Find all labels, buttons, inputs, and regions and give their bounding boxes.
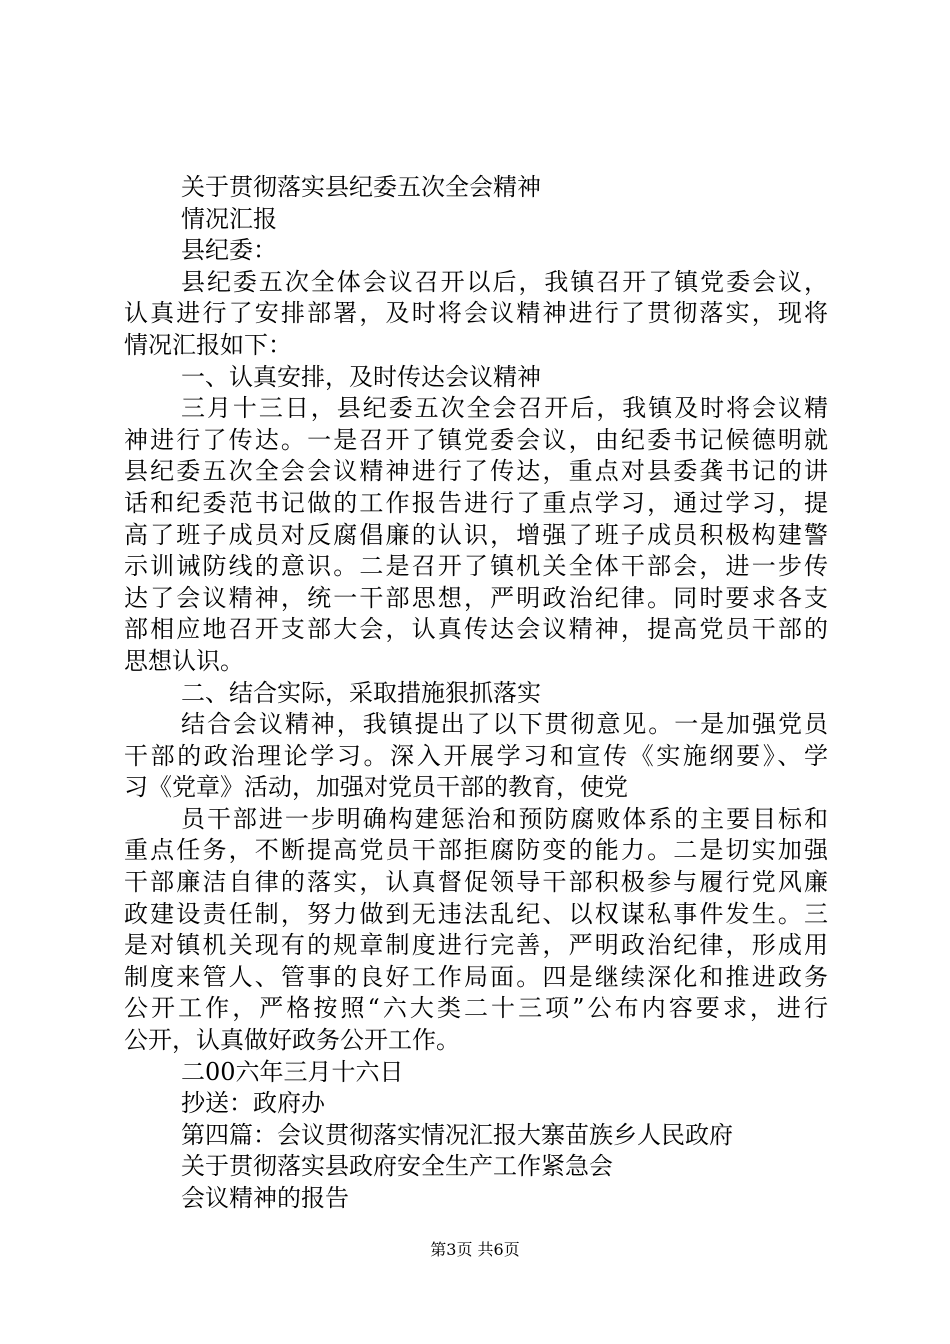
paragraph-line: 思想认识。 [124,646,244,675]
paragraph-line: 重点任务，不断提高党员干部拒腐防变的能力。二是切实加强 [124,836,828,865]
paragraph-line: 政建设责任制，努力做到无违法乱纪、以权谋私事件发生。三 [124,899,828,928]
section-heading: 二、结合实际，采取措施狠抓落实 [181,678,541,707]
doc-date: 二00六年三月十六日 [181,1057,404,1086]
next-section-subtitle: 会议精神的报告 [181,1184,349,1212]
paragraph-line: 情况汇报如下： [124,330,292,359]
section-heading: 一、认真安排，及时传达会议精神 [181,362,541,391]
paragraph-line: 制度来管人、管事的良好工作局面。四是继续深化和推进政务 [124,962,828,991]
paragraph-line: 干部的政治理论学习。深入开展学习和宣传《实施纲要》、学 [124,741,828,770]
paragraph-line: 公开工作，严格按照“六大类二十三项”公布内容要求，进行 [124,994,828,1023]
paragraph-line: 是对镇机关现有的规章制度进行完善，严明政治纪律，形成用 [124,931,828,960]
paragraph-line: 示训诫防线的意识。二是召开了镇机关全体干部会，进一步传 [124,552,828,581]
paragraph-line: 县纪委五次全会会议精神进行了传达，重点对县委龚书记的讲 [124,457,828,486]
cc-line: 抄送：政府办 [181,1089,325,1118]
doc-subtitle: 情况汇报 [181,204,277,233]
paragraph-line: 部相应地召开支部大会，认真传达会议精神，提高党员干部的 [124,615,828,644]
paragraph-line: 高了班子成员对反腐倡廉的认识，增强了班子成员积极构建警 [124,520,828,549]
page-footer: 第3页 共6页 [430,1240,520,1259]
paragraph-line: 员干部进一步明确构建惩治和预防腐败体系的主要目标和 [181,804,828,833]
next-section-subtitle: 关于贯彻落实县政府安全生产工作紧急会 [181,1152,613,1181]
document-body [124,172,828,1215]
paragraph-line: 认真进行了安排部署，及时将会议精神进行了贯彻落实，现将 [124,299,828,328]
paragraph-line: 结合会议精神，我镇提出了以下贯彻意见。一是加强党员 [181,710,828,739]
paragraph-line: 神进行了传达。一是召开了镇党委会议，由纪委书记候德明就 [124,425,828,454]
paragraph-line: 三月十三日，县纪委五次全会召开后，我镇及时将会议精 [181,394,828,423]
paragraph-line: 话和纪委范书记做的工作报告进行了重点学习，通过学习，提 [124,488,828,517]
paragraph-line: 达了会议精神，统一干部思想，严明政治纪律。同时要求各支 [124,583,828,612]
paragraph-line: 县纪委五次全体会议召开以后，我镇召开了镇党委会议， [181,267,828,296]
paragraph-line: 公开，认真做好政务公开工作。 [124,1026,460,1055]
paragraph-line: 干部廉洁自律的落实，认真督促领导干部积极参与履行党风廉 [124,868,828,897]
next-section-title: 第四篇：会议贯彻落实情况汇报大寨苗族乡人民政府 [181,1120,733,1149]
paragraph-line: 习《党章》活动，加强对党员干部的教育，使党 [124,773,628,802]
addressee: 县纪委： [181,236,277,265]
doc-title: 关于贯彻落实县纪委五次全会精神 [181,173,541,201]
